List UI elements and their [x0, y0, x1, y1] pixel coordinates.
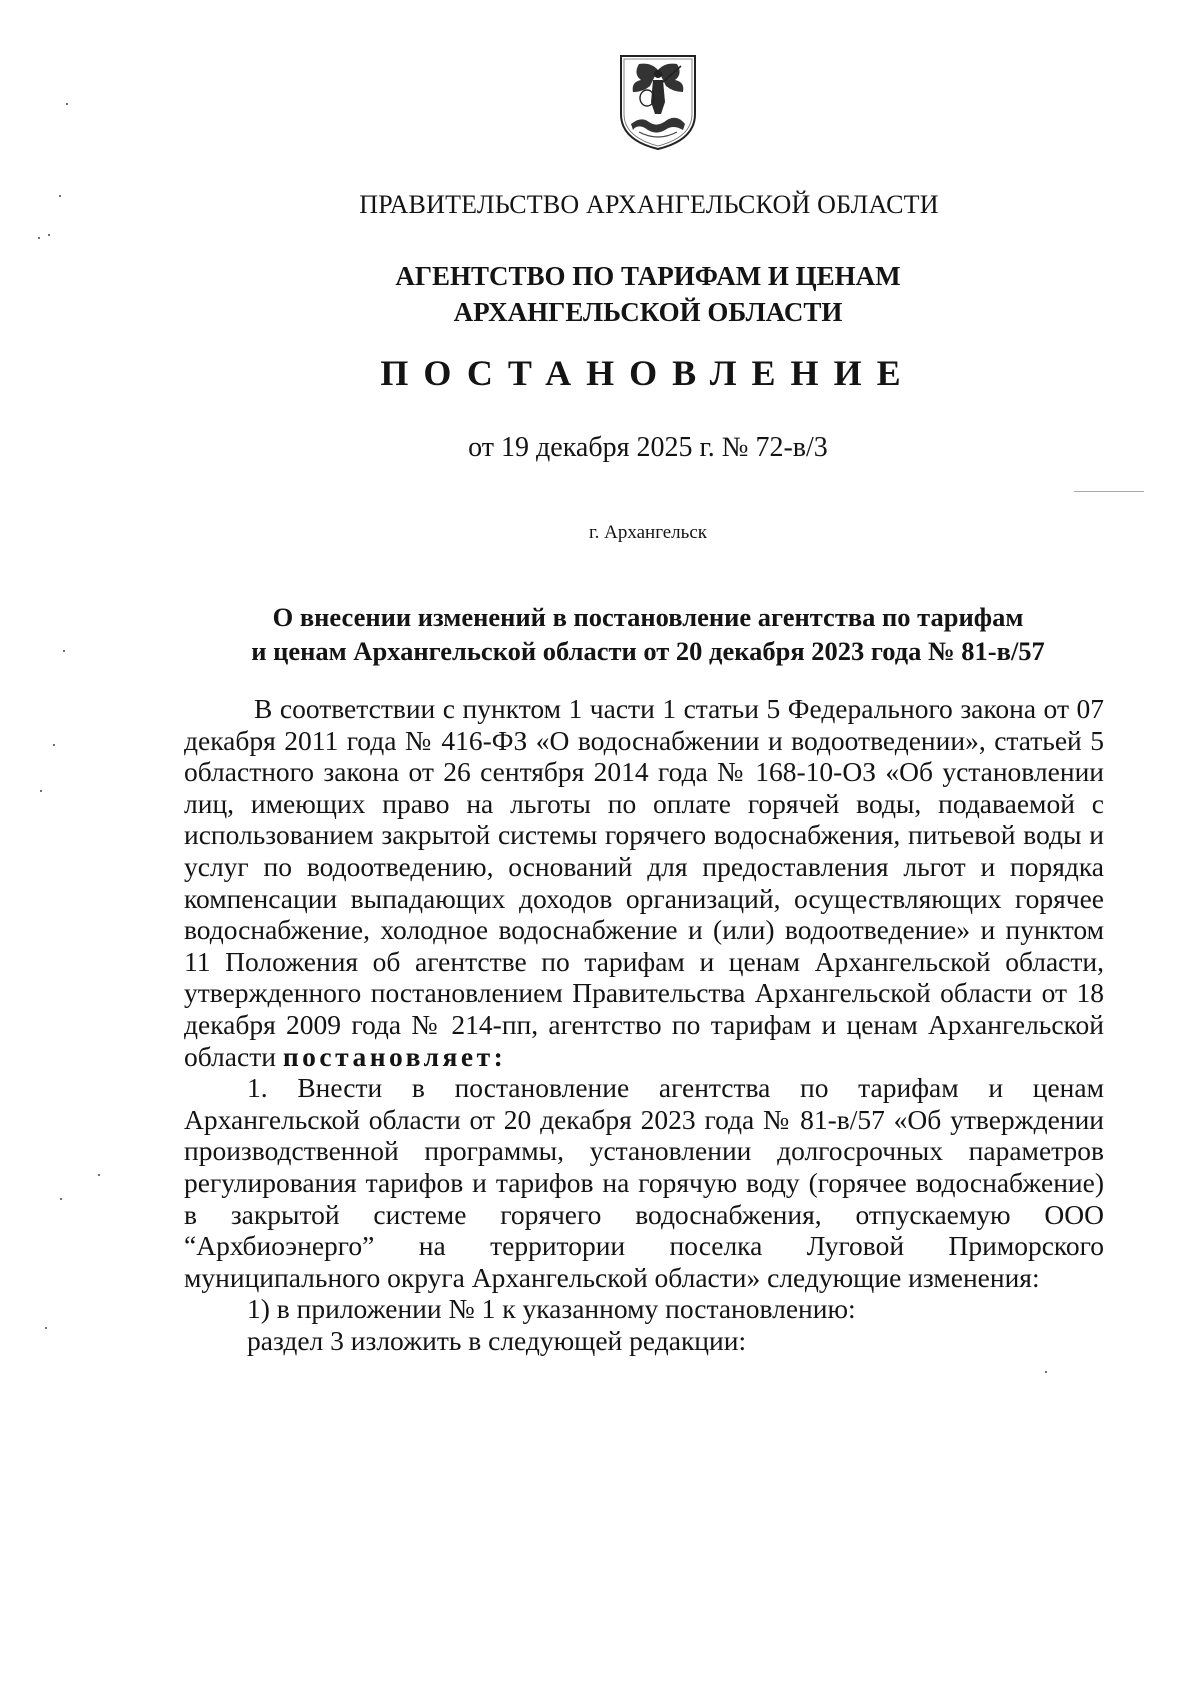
scan-speck: [40, 790, 42, 792]
agency-name: [0, 258, 1200, 330]
scan-speck: [48, 234, 50, 236]
scan-speck: [63, 650, 65, 652]
scan-speck: [1045, 1371, 1047, 1373]
agency-name-line2: АРХАНГЕЛЬСКОЙ ОБЛАСТИ: [453, 297, 843, 327]
document-body: [184, 693, 1104, 1356]
document-title-line2: и ценам Архангельской области от 20 декабря 2023 года № 81-в/57: [251, 636, 1045, 666]
resolves-word: постановляет:: [282, 1040, 507, 1072]
scan-speck: [45, 1327, 47, 1329]
subitem-1-paragraph: 1) в приложении № 1 к указанному постановлению:: [247, 1293, 856, 1325]
document-type: ПОСТАНОВЛЕНИЕ: [380, 353, 916, 393]
section-3-paragraph: раздел 3 изложить в следующей редакции:: [247, 1324, 747, 1356]
document-title-line1: О внесении изменений в постановление агентства по тарифам: [272, 602, 1024, 632]
document-title: [0, 600, 1200, 668]
preamble-paragraph: [184, 693, 1104, 1072]
document-city: г. Архангельск: [588, 522, 707, 543]
scan-speck: [66, 103, 68, 105]
government-name: ПРАВИТЕЛЬСТВО АРХАНГЕЛЬСКОЙ ОБЛАСТИ: [359, 190, 939, 219]
item-1-paragraph: 1. Внести в постановление агентства по тарифам и ценам Архангельской области от 20 декабря 2023 года № 81-в/57 «Об утверждении производственной программы, установлении долгосрочных параметров регулирования тарифов и тарифов на горячую воду (горячее водоснабжение) в закрытой системе горячего водоснабжения, отпускаемую ООО “Архбиоэнерго” на территории поселка Луговой Приморского муниципального округа Архангельской области» следующие изменения:: [184, 1072, 1104, 1293]
scan-speck: [98, 1174, 100, 1176]
scan-speck: [60, 1198, 62, 1200]
scan-speck: [38, 237, 40, 239]
agency-name-line1: АГЕНТСТВО ПО ТАРИФАМ И ЦЕНАМ: [395, 261, 901, 291]
preamble-text: В соответствии с пунктом 1 части 1 статьи 5 Федерального закона от 07 декабря 2011 года № 416-ФЗ «О водоснабжении и водоотведении», статьей 5 областного закона от 26 сентября 2014 года № 168-10-ОЗ «Об установлении лиц, имеющих право на льготы по оплате горячей воды, подаваемой с использованием закрытой системы горячего водоснабжения, питьевой воды и услуг по водоотведению, оснований для предоставления льгот и порядка компенсации выпадающих доходов организаций, осуществляющих горячее водоснабжение, холодное водоснабжение и (или) водоотведение» и пунктом 11 Положения об агентстве по тарифам и ценам Архангельской области, утвержденного постановлением Правительства Архангельской области от 18 декабря 2009 года № 214-пп, агентство по тарифам и ценам Архангельской области: [184, 693, 1104, 1072]
document-date-number: от 19 декабря 2025 г. № 72-в/3: [468, 432, 828, 463]
scan-speck: [59, 195, 61, 197]
scan-stroke: [1074, 491, 1144, 492]
scan-speck: [53, 744, 55, 746]
arkhangelsk-coat-of-arms-icon: [617, 52, 699, 152]
